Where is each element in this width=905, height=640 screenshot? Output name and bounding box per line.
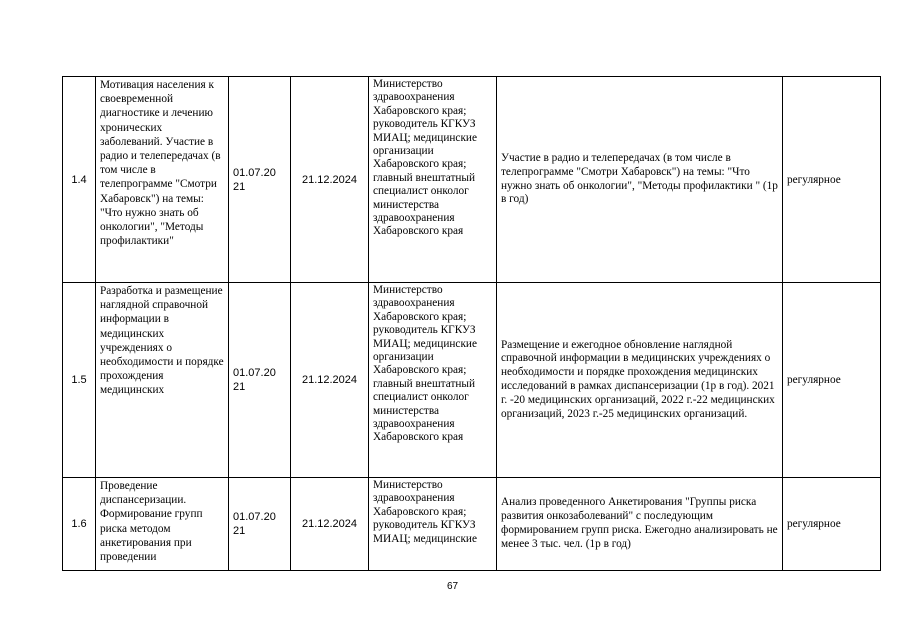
indicator: Размещение и ежегодное обновление наглядной справочной информации в медицинских учреждениях о необходимости и порядке прохождения медицинских исследований в рамках диспансеризации (1р в год). 2021 г. -20 медицинских организаций, 2022 г.-22 медицинских организаций, 2023 г.-25 медицинских организаций. — [497, 283, 783, 478]
start-date: 01.07.20 21 — [229, 478, 291, 571]
periodicity: регулярное — [783, 283, 881, 478]
measure-name: Проведение диспансеризации. Формирование групп риска методом анкетирования при проведении — [96, 478, 229, 571]
start-date: 01.07.20 21 — [229, 283, 291, 478]
table-row — [63, 283, 881, 478]
executors: Министерство здравоохранения Хабаровского края; руководитель КГКУЗ МИАЦ; медицинские — [369, 478, 497, 571]
table-row — [63, 77, 881, 283]
table-row — [63, 478, 881, 571]
indicator: Участие в радио и телепередачах (в том числе в телепрограмме "Смотри Хабаровск") на темы: "Что нужно знать об онкологии", "Методы профилактики " (1р в год) — [497, 77, 783, 283]
end-date: 21.12.2024 — [291, 283, 369, 478]
page-number: 67 — [446, 581, 459, 592]
executors: Министерство здравоохранения Хабаровского края; руководитель КГКУЗ МИАЦ; медицинские организации Хабаровского края; главный внештатный специалист онколог министерства здравоохранения Хабаровского края — [369, 283, 497, 478]
measure-name: Мотивация населения к своевременной диагностике и лечению хронических заболеваний. Участие в радио и телепередачах (в том числе в телепрограмме "Смотри Хабаровск") на темы: "Что нужно знать об онкологии", "Методы профилактики" — [96, 77, 229, 283]
indicator: Анализ проведенного Анкетирования "Группы риска развития онкозаболеваний" с последующим формированием групп риска. Ежегодно анализировать не менее 3 тыс. чел. (1р в год) — [497, 478, 783, 571]
end-date: 21.12.2024 — [291, 77, 369, 283]
start-date: 01.07.20 21 — [229, 77, 291, 283]
executors: Министерство здравоохранения Хабаровского края; руководитель КГКУЗ МИАЦ; медицинские организации Хабаровского края; главный внештатный специалист онколог министерства здравоохранения Хабаровского края — [369, 77, 497, 283]
measures-table — [62, 76, 881, 571]
periodicity: регулярное — [783, 77, 881, 283]
row-number: 1.6 — [63, 478, 96, 571]
row-number: 1.4 — [63, 77, 96, 283]
measure-name: Разработка и размещение наглядной справочной информации в медицинских учреждениях о необходимости и порядке прохождения медицинских — [96, 283, 229, 478]
periodicity: регулярное — [783, 478, 881, 571]
row-number: 1.5 — [63, 283, 96, 478]
end-date: 21.12.2024 — [291, 478, 369, 571]
